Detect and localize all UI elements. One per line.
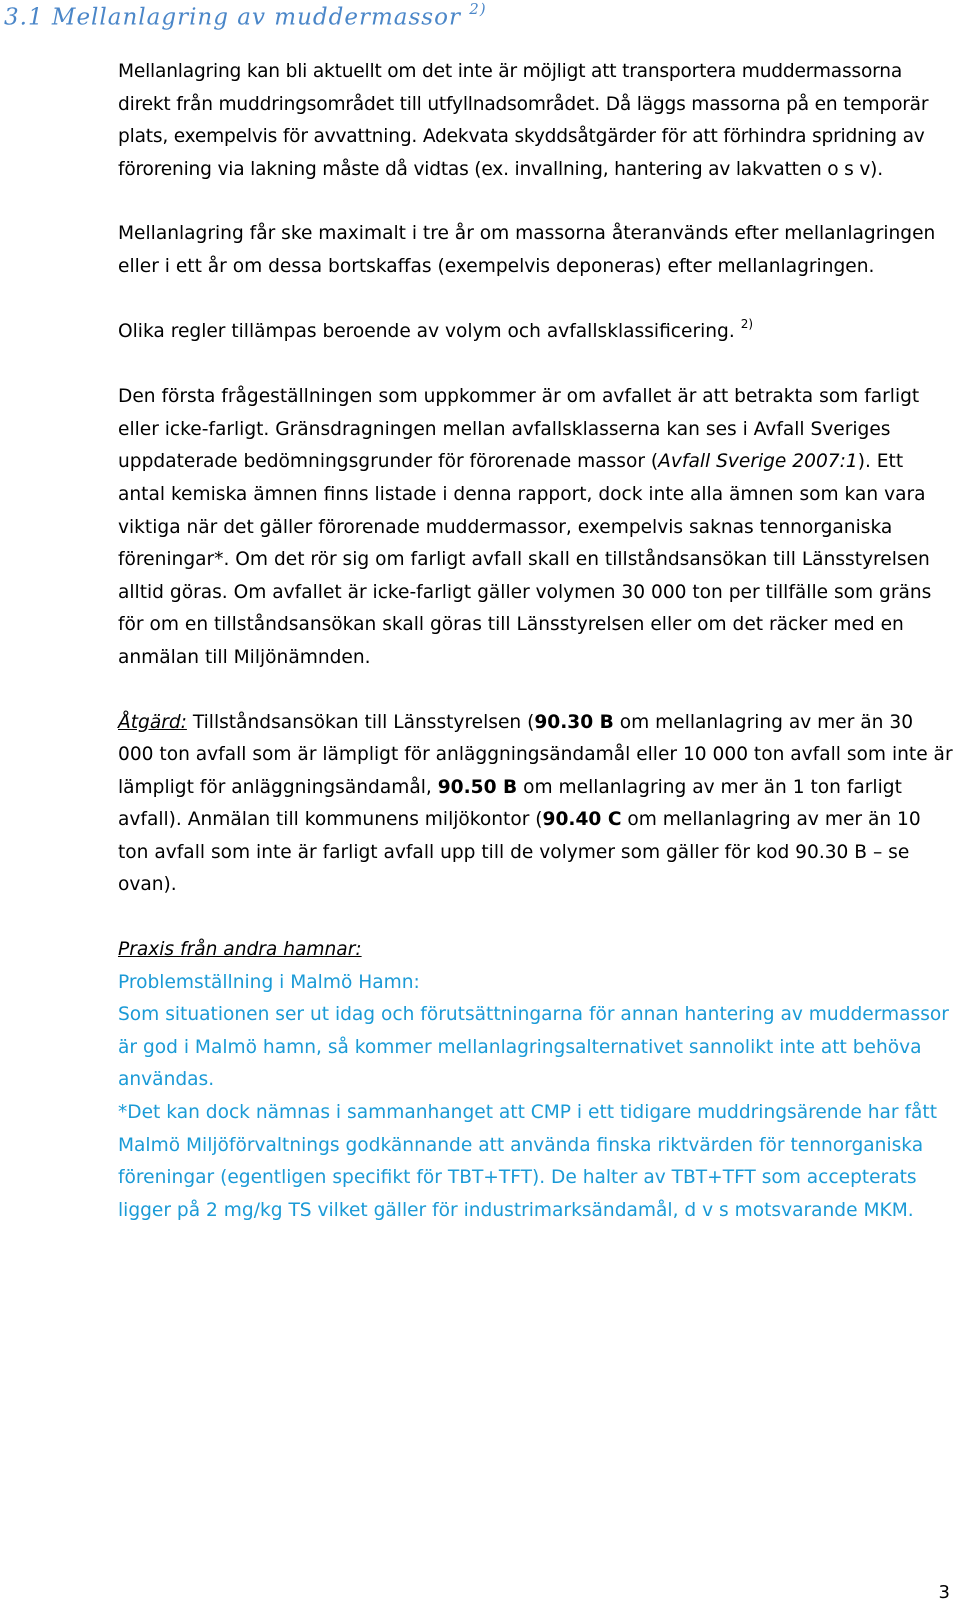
action-code-2: 90.50 B [437,776,518,798]
section-heading-footnote: 2) [469,0,487,18]
paragraph-mellanlagring-intro: Mellanlagring kan bli aktuellt om det inte är möjligt att transportera muddermassorna direkt från muddringsområdet till utfyllnadsområdet. Då läggs massorna på en temporär plats, exempelvis för avvattning. Adekvata skyddsåtgärder för att förhindra spridning av förorening via lakning måste då vidtas (ex. invallning, hantering av lakvatten o s v). [118,61,929,180]
action-code-1: 90.30 B [534,711,614,733]
praxis-paragraph-1: Som situationen ser ut idag och förutsättningarna för annan hantering av muddermassor är god i Malmö hamn, så kommer mellanlagringsalternativet sannolikt inte att behöva användas. [118,1004,949,1091]
section-heading-text: 3.1 Mellanlagring av muddermassor [4,4,461,31]
paragraph-action [118,707,954,903]
praxis-label: Praxis från andra hamnar: [118,939,362,961]
action-text-4: om mellanlagring av mer än 10 ton avfall som inte är farligt avfall upp till de volymer som gäller för kod 90.30 B – se ovan). [118,809,921,896]
praxis-title: Problemställning i Malmö Hamn: [118,971,420,993]
praxis-paragraph-2: *Det kan dock nämnas i sammanhanget att CMP i ett tidigare muddringsärende har fått Malmö Miljöförvaltnings godkännande att använda finska riktvärden för tennorganiska föreningar (egentligen specifikt för TBT+TFT). De halter av TBT+TFT som accepterats ligger på 2 mg/kg TS vilket gäller för industrimarksändamål, d v s motsvarande MKM. [118,1102,937,1221]
action-text-2: om mellanlagring av mer än 30 000 ton avfall som är lämpligt för anläggningsändamål eller 10 000 ton avfall som inte är lämpligt för anläggningsändamål, [118,711,953,798]
paragraph-classification [118,381,954,674]
section-heading [4,2,487,31]
action-label: Åtgärd: [118,711,187,733]
classification-text-b: ). Ett antal kemiska ämnen finns listade i denna rapport, dock inte alla ämnen som kan vara viktiga när det gäller förorenade muddermassor, exempelvis saknas tennorganiska föreningar*. Om det rör sig om farligt avfall skall en tillståndsansökan till Länsstyrelsen alltid göras. Om avfallet är icke-farligt gäller volymen 30 000 ton per tillfälle som gräns för om en tillståndsansökan skall göras till Länsstyrelsen eller om det räcker med en anmälan till Miljönämnden. [118,451,932,668]
paragraph-rules-text: Olika regler tillämpas beroende av volym och avfallsklassificering. [118,320,735,342]
footnote-ref: 2) [740,316,754,331]
action-code-3: 90.40 C [542,809,622,831]
action-text-1: Tillståndsansökan till Länsstyrelsen ( [186,711,535,733]
page-number: 3 [938,1582,950,1603]
document-body [118,56,954,1227]
paragraph-rules [118,316,954,350]
action-text-3: om mellanlagring av mer än 1 ton farligt avfall). Anmälan till kommunens miljökontor ( [118,776,902,831]
classification-text-a: Den första frågeställningen som uppkommer är om avfallet är att betrakta som farligt eller icke-farligt. Gränsdragningen mellan avfallsklasserna kan ses i Avfall Sveriges uppdaterade bedömningsgrunder för förorenade massor ( [118,386,920,473]
paragraph-time-limits: Mellanlagring får ske maximalt i tre år om massorna återanvänds efter mellanlagringen eller i ett år om dessa bortskaffas (exempelvis deponeras) efter mellanlagringen. [118,223,936,277]
reference-citation: Avfall Sverige 2007:1 [658,451,858,473]
